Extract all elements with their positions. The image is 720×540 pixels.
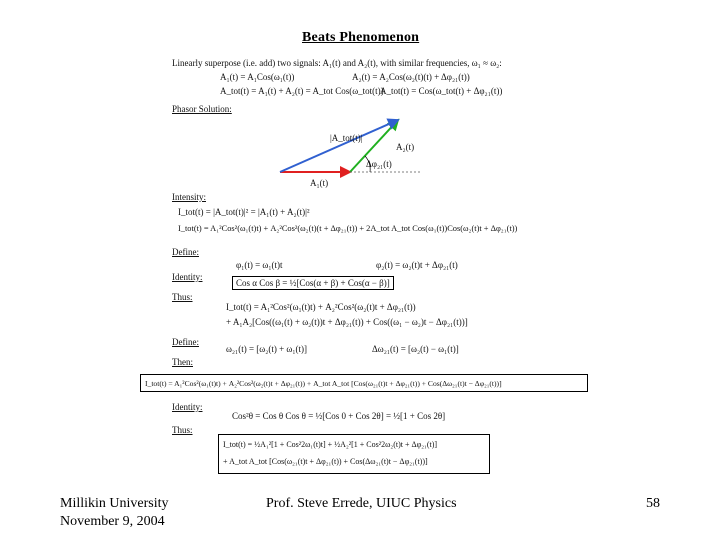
thus-eq-1: I_tot(t) = A₁²Cos²(ω₁(t)t) + A₂²Cos²(ω₂(t)t + Δφ₂₁(t)) <box>226 302 416 312</box>
phasor-diagram <box>270 112 430 192</box>
footer-university: Millikin University <box>60 496 169 511</box>
final-eq-1: I_tot(t) = ½A₁²[1 + Cos²2ω₁(t)t] + ½A₂²[1 + Cos²2ω₂(t)t + Δφ₂₁(t)] <box>223 440 438 449</box>
phasor-dphi-label: Δφ₂₁(t) <box>366 159 392 169</box>
define-label: Define: <box>172 247 199 257</box>
intro-text: Linearly superpose (i.e. add) two signals: A₁(t) and A₂(t), with similar frequencies, ω₁ ≈ ω₂: <box>172 58 502 68</box>
footer-page-number: 58 <box>646 496 660 511</box>
thus-label: Thus: <box>172 292 193 302</box>
identity2-label: Identity: <box>172 402 203 412</box>
identity-eq: Cos α Cos β = ½[Cos(α + β) + Cos(α − β)] <box>232 276 394 290</box>
phasor-atot-label: |A_tot(t)| <box>330 133 363 143</box>
define-eq-right: φ₂(t) = ω₂(t)t + Δφ₂₁(t) <box>376 260 458 270</box>
final-eq-box <box>218 434 490 474</box>
slide-title: Beats Phenomenon <box>302 30 420 45</box>
equation-atot-right: A_tot(t) = Cos(ω_tot(t) + Δφ₂₁(t)) <box>380 86 503 96</box>
footer-date: November 9, 2004 <box>60 514 165 529</box>
final-eq-2: + A_tot A_tot [Cos(ω₂₁(t)t + Δφ₂₁(t)) + Cos(Δω₂₁(t)t − Δφ₂₁(t))] <box>223 457 428 466</box>
intensity-label: Intensity: <box>172 192 206 202</box>
then-label: Then: <box>172 357 193 367</box>
phasor-a1-label: A₁(t) <box>310 178 329 188</box>
equation-atot-left: A_tot(t) = A₁(t) + A₂(t) = A_tot Cos(ω_tot(t)) <box>220 86 384 96</box>
thus2-label: Thus: <box>172 425 193 435</box>
phasor-solution-label: Phasor Solution: <box>172 104 232 114</box>
define2-eq-left: ω₂₁(t) = [ω₂(t) + ω₁(t)] <box>226 344 307 354</box>
intensity-eq-2: I_tot(t) = A₁²Cos²(ω₁(t)t) + A₂²Cos²(ω₂(t)(t + Δφ₂₁(t)) + 2A_tot A_tot Cos(ω₁(t))Cos(ω₂(t)t + Δφ₂₁(t)) <box>178 224 518 233</box>
phasor-a2-label: A₂(t) <box>396 142 415 152</box>
define-eq-left: φ₁(t) = ω₁(t)t <box>236 260 283 270</box>
equation-a2: A₂(t) = A₂Cos(ω₂(t)(t) + Δφ₂₁(t)) <box>352 72 470 82</box>
identity-label: Identity: <box>172 272 203 282</box>
intensity-eq-1: I_tot(t) = |A_tot(t)|² = |A₁(t) + A₂(t)|² <box>178 207 310 217</box>
identity2-eq: Cos²θ = Cos θ Cos θ = ½[Cos 0 + Cos 2θ] = ½[1 + Cos 2θ] <box>232 411 446 421</box>
then-eq-box: I_tot(t) = A₁²Cos²(ω₁(t)t) + A₂²Cos²(ω₂(t)t + Δφ₂₁(t)) + A_tot A_tot [Cos(ω₂₁(t)t + Δφ₂₁(t)) + Cos(Δω₂₁(t)t − Δφ₂₁(t))] <box>140 374 588 392</box>
equation-a1: A₁(t) = A₁Cos(ω₁(t)) <box>220 72 295 82</box>
thus-eq-2: + A₁A₂[Cos((ω₁(t) + ω₂(t))t + Δφ₂₁(t)) + Cos((ω₁ − ω₂)t − Δφ₂₁(t))] <box>226 317 468 327</box>
define2-label: Define: <box>172 337 199 347</box>
footer-author: Prof. Steve Errede, UIUC Physics <box>266 496 457 511</box>
define2-eq-right: Δω₂₁(t) = [ω₂(t) − ω₁(t)] <box>372 344 459 354</box>
